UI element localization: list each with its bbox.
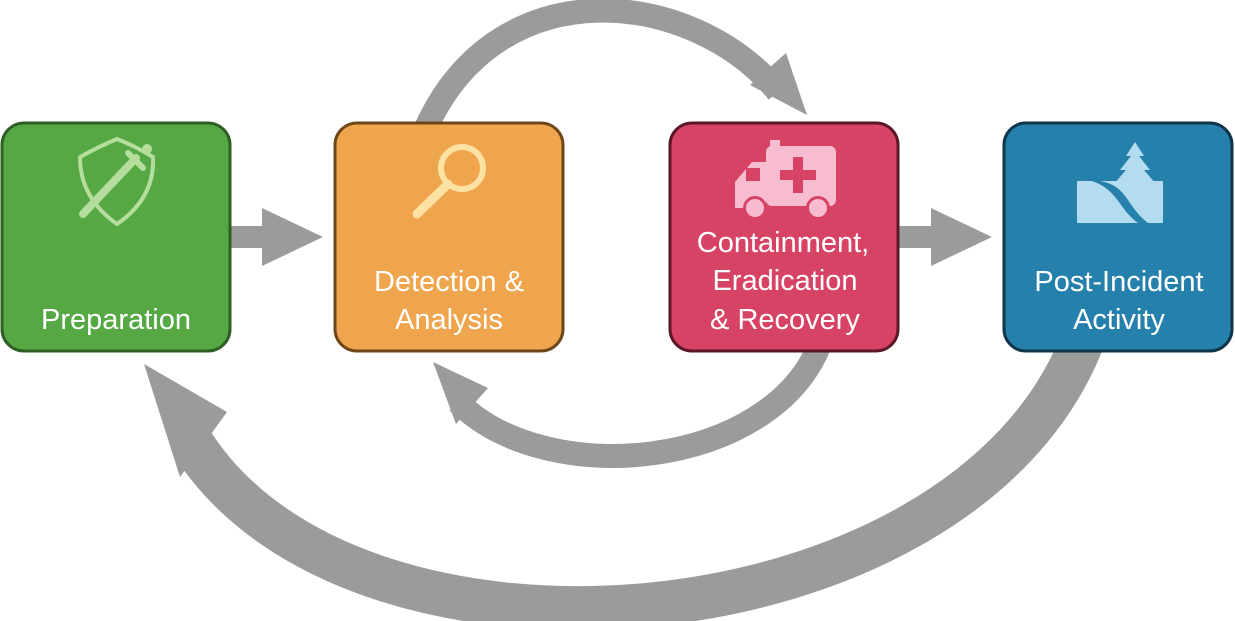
stage-label-line-1: Containment,	[696, 227, 870, 259]
stage-detection-analysis	[335, 123, 563, 351]
stage-label-line-1: Detection &	[374, 266, 524, 298]
stage-label-line-1: Post-Incident	[1034, 266, 1204, 298]
arrow-detection-to-containment	[426, 11, 807, 128]
stage-label-line-2: Eradication	[712, 265, 858, 297]
stage-label-line-2: Analysis	[395, 304, 503, 336]
stage-label-line-2: Activity	[1073, 304, 1165, 336]
arrow-containment-to-detection	[433, 344, 820, 456]
stage-preparation	[2, 123, 230, 351]
stage-label: Preparation	[41, 304, 191, 336]
arrow-containment-to-post-incident	[895, 208, 992, 266]
arrow-preparation-to-detection	[226, 208, 323, 266]
stage-label-line-3: & Recovery	[710, 304, 860, 336]
stage-containment-eradication-recovery	[670, 123, 898, 351]
arrow-post-incident-to-preparation	[144, 342, 1082, 608]
stage-post-incident-activity	[1004, 123, 1232, 351]
